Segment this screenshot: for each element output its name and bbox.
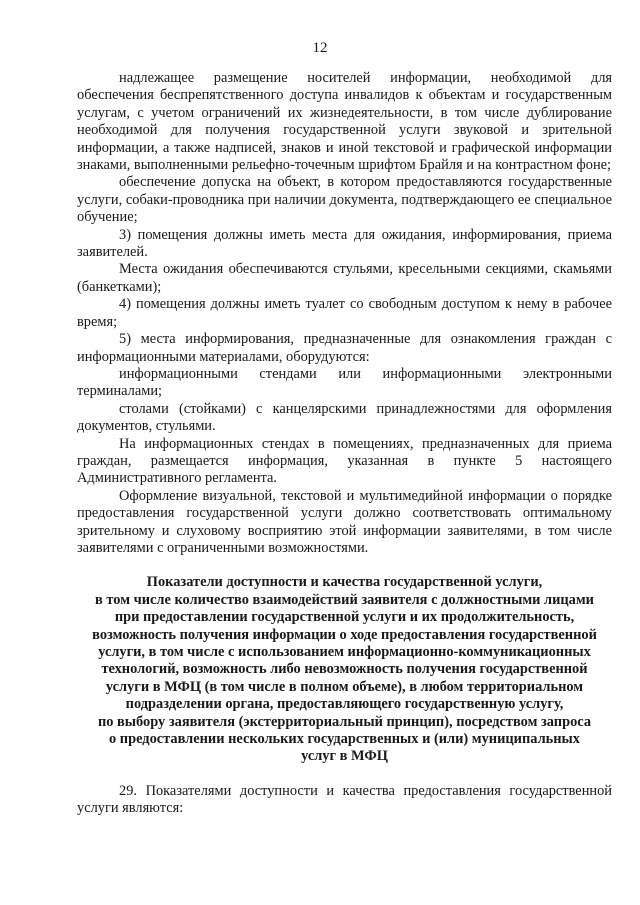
heading-line: при предоставлении государственной услуги и их продолжительность, bbox=[114, 609, 575, 626]
paragraph: обеспечение допуска на объект, в котором предоставляются государственные услуги, собаки-проводника при наличии документа, подтверждающего ее специальное обучение; bbox=[77, 174, 612, 226]
paragraph-29: 29. Показателями доступности и качества предоставления государственной услуги являются: bbox=[77, 782, 612, 817]
heading-line: по выбору заявителя (экстерриториальный принцип), посредством запроса bbox=[97, 713, 592, 730]
heading-line: возможность получения информации о ходе предоставления государственной bbox=[92, 626, 597, 643]
paragraph: 5) места информирования, предназначенные для ознакомления граждан с информационными материалами, оборудуются: bbox=[77, 331, 612, 365]
paragraph: информационными стендами или информационными электронными терминалами; bbox=[77, 365, 612, 400]
heading-line: подразделении органа, предоставляющего государственную услугу, bbox=[125, 696, 564, 713]
page-number: 12 bbox=[312, 40, 328, 56]
section-heading bbox=[77, 574, 612, 765]
paragraph: надлежащее размещение носителей информации, необходимой для обеспечения беспрепятственного доступа инвалидов к объектам и государственным услугам, с учетом ограничений их жизнедеятельности, в том числе дублирование необходимой для получения государственной услуги звуковой и зрительной информации, а также надписей, знаков и иной текстовой и графической информации знаками, выполненными рельефно-точечным шрифтом Брайля и на контрастном фоне; bbox=[77, 70, 612, 174]
heading-line: в том числе количество взаимодействий заявителя с должностными лицами bbox=[95, 591, 594, 608]
paragraph: 3) помещения должны иметь места для ожидания, информирования, приема заявителей. bbox=[77, 226, 612, 261]
heading-line: технологий, возможность либо невозможность получения государственной bbox=[101, 661, 588, 678]
heading-line: Показатели доступности и качества государственной услуги, bbox=[146, 574, 543, 591]
paragraph: столами (стойками) с канцелярскими принадлежностями для оформления документов, стульями. bbox=[77, 400, 612, 435]
heading-line: услуг в МФЦ bbox=[301, 748, 388, 765]
heading-line: услуги в МФЦ (в том числе в полном объеме), в любом территориальном bbox=[105, 678, 584, 695]
paragraph: 4) помещения должны иметь туалет со свободным доступом к нему в рабочее время; bbox=[77, 296, 612, 330]
heading-line: о предоставлении нескольких государственных и (или) муниципальных bbox=[109, 731, 580, 748]
paragraph: Оформление визуальной, текстовой и мультимедийной информации о порядке предоставления государственной услуги должно соответствовать оптимальному зрительному и слуховому восприятию этой информации заявителями, в том числе заявителями с ограниченными возможностями. bbox=[77, 487, 612, 556]
heading-line: услуги, в том числе с использованием информационно-коммуникационных bbox=[98, 644, 591, 660]
page-body bbox=[77, 70, 612, 818]
paragraph: На информационных стендах в помещениях, предназначенных для приема граждан, размещается информация, указанная в пункте 5 настоящего Административного регламента. bbox=[77, 435, 612, 487]
paragraph: Места ожидания обеспечиваются стульями, кресельными секциями, скамьями (банкетками); bbox=[77, 261, 612, 295]
